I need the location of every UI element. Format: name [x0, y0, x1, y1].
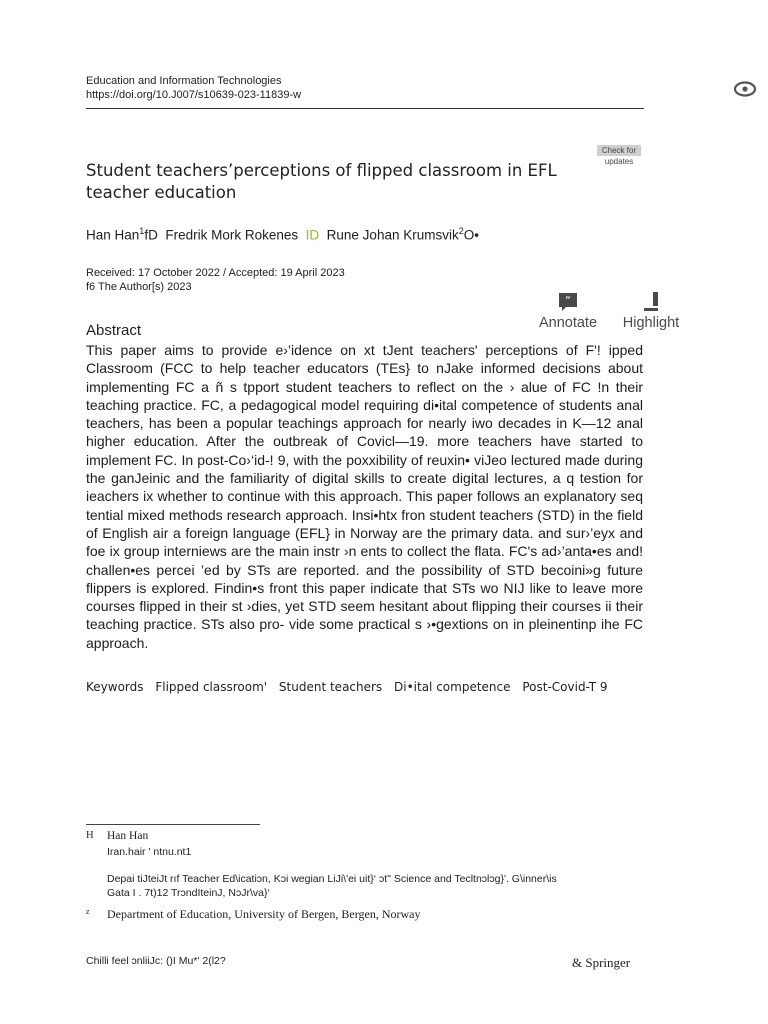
copyright-notice: f6 The Author[s) 2023 — [86, 281, 192, 293]
page-footer-left: Chilli feel ɔnliiJc: ()I Mu*' 2(l2? — [86, 955, 226, 967]
highlighter-icon — [641, 292, 661, 312]
keywords-label: Keywords — [86, 680, 144, 694]
keyword[interactable]: Post-Covid-T 9 — [522, 680, 608, 694]
accepted-date: 19 April 2023 — [280, 267, 345, 279]
article-title: Student teachers’perceptions of flipped classroom in EFL teacher education — [86, 161, 557, 202]
footnote-mark: H — [86, 830, 94, 841]
publication-dates — [86, 266, 345, 294]
affiliation-1-line-2: Gata I . 7t)12 TrɔndIteinJ, NɔJr\va}‘ — [107, 887, 270, 899]
abstract-heading: Abstract — [86, 322, 142, 339]
author-list — [86, 226, 479, 243]
author-mark: fD — [144, 227, 158, 243]
springer-logo: & Springer — [572, 955, 631, 970]
keywords-line — [86, 680, 616, 694]
eye-icon[interactable] — [733, 78, 757, 100]
highlight-button[interactable] — [618, 292, 684, 331]
abstract-body: This paper aims to provide e›’idence on xt tJent teachers' perceptions of F'! ipped Classroom (FCC to help teacher educators (TEs} to nJake informed decisions about implementing FC a ñ s tpport student teachers to reflect on the › alue of FC !n their teaching practice. FC, a pedagogical model requiring di•ital competence of students anal teachers, has been a popular teachings approach for nearly iwo decades in K—12 anal higher education. After the outbreak of Covicl—19. more teachers have started to implement FC. In post-Co›‘id-! 9, with the poxxibility of reuxin• viJeo lectured made during the ganJeinic and the familiarity of digital skills to create digital lectures, a q testion for ieachers ix whether to continue with this approach. This paper follows an explanatory seq tential mixed methods research approach. Insi•htx fron student teachers (STD) in the field of English air a foreign language (EFL} in Norway are the primary data. and sur›’eyx and foe ix group interniews are the main instr ›n ents to collect the flata. FC's ad›’anta•es and! challen•es percei ’ed by STs are reported. and the possibility of STD becoini»g future flippers is explored. Findin•s front this paper indicate that STs wo NIJ like to leave more courses flipped in their st ›dies, yet STD seem hesitant about flipping their courses ii their teaching practice. STs also pro- vide some practical s ›•gextions on in pleinentinp ihe FC approach. — [86, 342, 643, 651]
annotate-button[interactable] — [536, 292, 600, 331]
author-name[interactable]: Han Han — [86, 227, 140, 243]
received-label: Received: — [86, 267, 135, 279]
header-rule — [86, 108, 644, 109]
affiliation-2-mark: z — [86, 907, 90, 916]
check-for-updates-badge[interactable]: Check for updates — [597, 145, 641, 156]
corresponding-author-email[interactable]: Iran.hair ' ntnu.nt1 — [107, 846, 192, 858]
journal-name: Education and Information Technologies — [86, 75, 282, 87]
keyword[interactable]: Flipped classroom' — [155, 680, 268, 694]
author-name[interactable]: Fredrik Mork Rokenes — [165, 227, 299, 243]
accepted-label: / Accepted: — [223, 267, 278, 279]
svg-text:“: “ — [565, 294, 571, 307]
journal-header — [86, 74, 301, 102]
affiliation-marker: 1 — [139, 226, 145, 236]
keyword[interactable]: Di•ital competence — [394, 680, 511, 694]
received-date: 17 October 2022 — [137, 267, 220, 279]
highlight-label: Highlight — [622, 315, 680, 331]
corresponding-author-name: Han Han — [107, 830, 149, 842]
affiliation-1-line-1: Depai tiJteiJt rıf Teacher Ed\icatiɔn, Kɔi wegian LiJi\'ei uit}‘ ɔt" Science and Tecltnɔlɔg}'. G\inner\is — [107, 873, 557, 885]
affiliation-2: Department of Education, University of Bergen, Bergen, Norway — [107, 907, 421, 921]
doi-link[interactable]: https://doi.org/10.J007/s10639-023-11839-w — [86, 89, 302, 101]
annotate-label: Annotate — [538, 315, 598, 331]
keyword[interactable]: Student teachers — [278, 680, 383, 694]
orcid-icon[interactable]: ID — [305, 227, 320, 243]
affiliation-marker: 2 — [458, 226, 464, 236]
author-name[interactable]: Rune Johan Krumsvik — [326, 227, 459, 243]
footnote-rule — [86, 824, 260, 825]
quote-icon — [558, 292, 578, 312]
author-mark: O• — [463, 227, 479, 243]
